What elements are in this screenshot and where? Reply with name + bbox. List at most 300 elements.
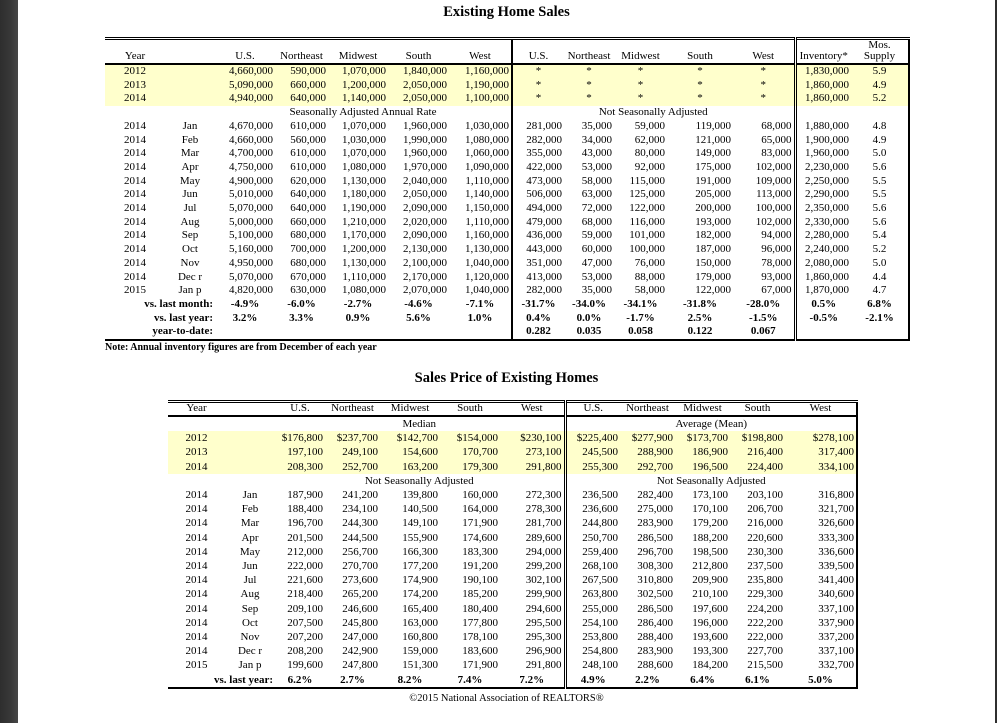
t1-body: [105, 64, 909, 340]
table-cell: 94,000: [761, 229, 792, 242]
table-cell: 182,000: [695, 229, 731, 242]
table-row: [168, 445, 857, 459]
table-cell: 286,500: [637, 531, 673, 544]
table-cell: *: [614, 64, 667, 79]
table-cell: 5,000,000: [229, 215, 273, 228]
table-cell: -31.8%: [683, 297, 717, 310]
table-cell: 286,500: [637, 602, 673, 615]
table-cell: 68,000: [581, 215, 612, 228]
table-cell: -4.9%: [230, 297, 260, 310]
table-cell: 273,100: [500, 445, 565, 459]
table-cell: $176,800: [275, 431, 325, 445]
table-cell: 247,800: [342, 659, 378, 672]
table-row: [168, 460, 857, 474]
table-cell: 317,400: [785, 445, 857, 459]
table-row: [168, 545, 857, 559]
table-cell: $230,100: [500, 431, 565, 445]
table-row: [105, 134, 909, 148]
table-cell: 2014: [168, 460, 225, 474]
table-cell: 177,800: [462, 616, 498, 629]
table-cell: 1,900,000: [795, 134, 851, 148]
table-cell: 5.6%: [406, 311, 431, 324]
table-cell: 53,000: [581, 160, 612, 173]
table-cell: *: [667, 92, 733, 106]
table-cell: 2014: [185, 616, 208, 629]
table-cell: 5.6: [872, 202, 887, 215]
table-cell: 620,000: [290, 174, 326, 187]
table-cell: 2014: [185, 545, 208, 558]
table-cell: 116,000: [629, 215, 665, 228]
table-cell: *: [512, 79, 564, 93]
table-row: [105, 325, 909, 340]
column-header-us-saar: U.S.: [235, 50, 255, 62]
table-cell: 171,900: [462, 517, 498, 530]
table-cell: 610,000: [290, 160, 326, 173]
table-cell: Mar: [180, 147, 200, 160]
table-cell: 273,600: [342, 574, 378, 587]
table-cell: 1,130,000: [465, 243, 509, 256]
table-cell: 80,000: [634, 147, 665, 160]
column-header-south-saar: South: [405, 50, 432, 62]
column-header-south-nsa: South: [687, 50, 713, 62]
table-cell: Jan p: [178, 284, 202, 297]
months-supply-line1: Mos.: [868, 39, 891, 51]
table-cell: 5,010,000: [229, 188, 273, 201]
sales-price-table-wrap: [168, 400, 858, 689]
table-cell: 222,000: [287, 560, 323, 573]
column-header-midwest-median: Midwest: [390, 402, 430, 414]
table-cell: 0.282: [512, 325, 564, 340]
column-header-midwest-nsa: Midwest: [621, 50, 660, 62]
table-cell: 2,020,000: [403, 215, 447, 228]
table-row: [105, 216, 909, 230]
table-cell: 174,600: [462, 531, 498, 544]
table-cell: 1,130,000: [342, 256, 386, 269]
table-cell: 200,000: [695, 202, 731, 215]
table-cell: 212,000: [287, 545, 323, 558]
table-cell: 109,000: [755, 174, 792, 187]
sales-report-title: Existing Home Sales: [443, 4, 570, 20]
table-cell: 1,080,000: [342, 160, 386, 173]
table-cell: -31.7%: [512, 298, 564, 312]
table-cell: 2,230,000: [795, 161, 851, 175]
months-supply-line2: Supply: [863, 50, 896, 62]
table-cell: 149,000: [695, 147, 731, 160]
table-cell: 8.2%: [397, 673, 423, 686]
table-cell: 332,700: [818, 659, 854, 672]
table-cell: 336,600: [818, 545, 854, 558]
table-cell: 2014: [105, 92, 165, 106]
table-cell: 187,900: [287, 489, 323, 502]
table-cell: 294,000: [525, 545, 562, 558]
table-cell: 339,500: [818, 560, 854, 573]
table-cell: 2014: [124, 133, 146, 146]
table-cell: Oct: [182, 243, 198, 256]
table-cell: 63,000: [581, 188, 612, 201]
table-cell: 191,200: [462, 560, 498, 573]
table-cell: 210,100: [692, 588, 728, 601]
table-row: [105, 257, 909, 271]
table-cell: 6.2%: [287, 673, 313, 686]
table-cell: 198,500: [692, 545, 728, 558]
table-cell: 193,600: [692, 631, 728, 644]
table-row: [105, 120, 909, 134]
table-cell: May: [239, 545, 261, 558]
table-cell: 230,300: [747, 545, 783, 558]
table-cell: 5.9: [851, 64, 909, 79]
table-cell: 190,100: [462, 574, 498, 587]
table-cell: 2014: [124, 229, 146, 242]
table-cell: 1,150,000: [465, 202, 509, 215]
table-cell: 179,000: [695, 270, 731, 283]
table-cell: 700,000: [290, 243, 326, 256]
table-cell: 227,700: [747, 645, 783, 658]
table-cell: 5,070,000: [229, 202, 273, 215]
table-cell: 321,700: [818, 503, 854, 516]
column-header-us-mean: U.S.: [565, 402, 620, 417]
table-cell: 43,000: [581, 147, 612, 160]
table-cell: 193,000: [695, 215, 731, 228]
table-cell: 93,000: [761, 270, 792, 283]
table-cell: 4.9: [851, 79, 909, 93]
table-cell: 245,800: [342, 616, 378, 629]
table-cell: 2,330,000: [795, 216, 851, 230]
table-cell: 197,100: [275, 445, 325, 459]
table-cell: 34,000: [581, 133, 612, 146]
t2-body: [168, 416, 857, 688]
column-header-midwest-mean: Midwest: [683, 402, 722, 414]
table-cell: 1,080,000: [342, 284, 386, 297]
table-cell: 199,600: [287, 659, 323, 672]
table-cell: 283,900: [637, 645, 673, 658]
table-cell: 252,700: [325, 460, 380, 474]
table-cell: 6.1%: [745, 673, 770, 686]
table-cell: 209,100: [287, 602, 323, 615]
table-cell: 2012: [105, 64, 165, 79]
table-cell: Median: [402, 418, 437, 430]
table-cell: 2,130,000: [403, 243, 447, 256]
table-cell: 35,000: [581, 119, 612, 132]
table-cell: 121,000: [695, 133, 731, 146]
table-cell: 188,200: [692, 531, 728, 544]
table-cell: 296,700: [637, 545, 673, 558]
table-cell: 83,000: [761, 147, 792, 160]
table-cell: 506,000: [512, 188, 564, 202]
table-cell: 288,600: [637, 659, 673, 672]
table-cell: [165, 92, 215, 106]
table-cell: 2013: [105, 79, 165, 93]
table-cell: Jun: [242, 560, 258, 573]
table-cell: *: [564, 79, 614, 93]
table-cell: 5.6: [872, 215, 887, 228]
table-row: [105, 79, 909, 93]
table-cell: 0.0%: [576, 311, 602, 324]
table-cell: 102,000: [755, 160, 792, 173]
table-cell: 2,170,000: [403, 270, 447, 283]
table-cell: 224,200: [747, 602, 783, 615]
table-row: [105, 161, 909, 175]
table-cell: 224,400: [730, 460, 785, 474]
table-cell: 59,000: [581, 229, 612, 242]
table-cell: $278,100: [785, 431, 857, 445]
column-header-months-supply: [851, 39, 909, 65]
table-cell: Feb: [181, 133, 199, 146]
table-cell: 1,210,000: [342, 215, 386, 228]
table-cell: 216,400: [730, 445, 785, 459]
table-cell: -0.5%: [795, 312, 851, 326]
column-header-northeast-median: Northeast: [331, 402, 374, 414]
table-cell: 125,000: [629, 188, 665, 201]
table-cell: 281,000: [512, 120, 564, 134]
table-cell: Nov: [180, 256, 200, 269]
table-cell: 58,000: [581, 174, 612, 187]
table-cell: 1,970,000: [403, 160, 447, 173]
table-cell: year-to-date:: [152, 325, 213, 338]
table-cell: 1,110,000: [465, 174, 509, 187]
column-header-month: [165, 39, 215, 65]
table-cell: 302,100: [525, 574, 562, 587]
table-cell: Oct: [242, 616, 258, 629]
table-row: [105, 271, 909, 285]
table-cell: -4.6%: [404, 297, 433, 310]
table-cell: 2014: [185, 517, 208, 530]
table-cell: 2014: [124, 215, 146, 228]
table-cell: *: [667, 64, 733, 79]
table-cell: 1,160,000: [449, 64, 512, 79]
table-cell: 174,200: [402, 588, 438, 601]
table-row: [168, 416, 857, 431]
table-cell: 100,000: [629, 243, 665, 256]
table-cell: 177,200: [402, 560, 438, 573]
table-cell: 4,900,000: [229, 174, 273, 187]
table-cell: 2,070,000: [403, 284, 447, 297]
table-cell: 100,000: [755, 202, 792, 215]
table-cell: 241,200: [342, 489, 378, 502]
column-header-northeast-mean: Northeast: [626, 402, 669, 414]
table-cell: 2014: [185, 503, 208, 516]
table-cell: 1,880,000: [795, 120, 851, 134]
table-cell: Jan p: [238, 659, 262, 672]
table-cell: 151,300: [402, 659, 438, 672]
table-cell: *: [733, 64, 795, 79]
table-cell: 2.2%: [635, 673, 660, 686]
table-cell: 76,000: [634, 256, 665, 269]
table-cell: 282,400: [637, 489, 673, 502]
table-cell: 234,100: [342, 503, 378, 516]
table-cell: 278,300: [525, 503, 562, 516]
table-cell: -34.0%: [572, 297, 606, 310]
table-cell: 5.2: [872, 243, 887, 256]
table-cell: *: [614, 79, 667, 93]
table-cell: 207,200: [287, 631, 323, 644]
table-cell: 494,000: [512, 202, 564, 216]
table-cell: 2015: [185, 659, 208, 672]
table-cell: 0.067: [750, 325, 776, 338]
table-cell: vs. last year:: [214, 673, 273, 686]
table-cell: Average (Mean): [565, 416, 857, 431]
table-cell: 316,800: [818, 489, 854, 502]
table-cell: 333,300: [818, 531, 854, 544]
table-cell: $225,400: [565, 431, 620, 445]
table-cell: 115,000: [629, 174, 665, 187]
table-cell: 1,040,000: [465, 256, 509, 269]
table-cell: 288,900: [620, 445, 675, 459]
table-cell: $237,700: [325, 431, 380, 445]
table-cell: 4.7: [872, 284, 887, 297]
table-row: [168, 630, 857, 644]
table-cell: 229,300: [747, 588, 783, 601]
table-cell: 222,000: [747, 631, 783, 644]
table-row: [168, 431, 857, 445]
column-header-northeast-nsa: Northeast: [567, 50, 611, 62]
table-cell: 1,030,000: [465, 119, 509, 132]
table-cell: 184,200: [692, 659, 728, 672]
table-cell: 2014: [185, 489, 208, 502]
table-cell: 2014: [185, 588, 208, 601]
table-cell: 560,000: [290, 133, 326, 146]
table-cell: 660,000: [275, 79, 328, 93]
table-cell: Apr: [181, 160, 199, 173]
table-cell: 1,160,000: [465, 229, 509, 242]
table-cell: 1,030,000: [342, 133, 386, 146]
table-cell: 254,800: [565, 644, 620, 658]
table-cell: $142,700: [380, 431, 440, 445]
table-cell: 244,300: [342, 517, 378, 530]
table-cell: $198,800: [730, 431, 785, 445]
table-cell: 1,190,000: [342, 202, 386, 215]
table-cell: 275,000: [637, 503, 673, 516]
table-cell: 308,300: [637, 560, 673, 573]
column-header-midwest-saar: Midwest: [338, 50, 378, 62]
table-cell: [168, 474, 275, 488]
table-cell: 0.5%: [795, 298, 851, 312]
table-cell: 1,170,000: [342, 229, 386, 242]
table-cell: 205,000: [695, 188, 731, 201]
table-cell: 203,100: [747, 489, 783, 502]
table-cell: 283,900: [637, 517, 673, 530]
table-cell: 208,300: [275, 460, 325, 474]
table-cell: 590,000: [275, 64, 328, 79]
table-cell: 247,000: [342, 631, 378, 644]
table-cell: 259,400: [565, 545, 620, 559]
table-cell: 255,000: [565, 602, 620, 616]
table-cell: -6.0%: [287, 297, 316, 310]
table-cell: 4.4: [872, 270, 887, 283]
table-cell: Sep: [241, 602, 259, 615]
table-cell: 4.8: [872, 119, 887, 132]
table-cell: 1,960,000: [795, 147, 851, 161]
table-cell: 2,080,000: [795, 257, 851, 271]
table-cell: 7.2%: [519, 673, 545, 686]
table-cell: 47,000: [581, 256, 612, 269]
table-cell: 341,400: [818, 574, 854, 587]
table-cell: 670,000: [290, 270, 326, 283]
table-cell: 65,000: [761, 133, 792, 146]
table-cell: 178,100: [462, 631, 498, 644]
table-cell: 164,000: [462, 503, 498, 516]
column-header-west-nsa: West: [752, 50, 775, 62]
table-cell: 2014: [124, 160, 146, 173]
table-cell: 295,300: [525, 631, 562, 644]
table-cell: 0.122: [687, 325, 713, 338]
table-cell: 246,600: [342, 602, 378, 615]
table-cell: -28.0%: [746, 297, 781, 310]
table-row: [168, 573, 857, 587]
table-cell: 179,200: [692, 517, 728, 530]
column-header-northeast-saar: Northeast: [280, 50, 323, 62]
table-cell: 5.2: [851, 92, 909, 106]
table-cell: 96,000: [761, 243, 792, 256]
table-cell: 5,160,000: [229, 243, 273, 256]
table-cell: 188,400: [287, 503, 323, 516]
table-cell: 2,240,000: [795, 243, 851, 257]
table-cell: Sep: [181, 229, 199, 242]
table-cell: 236,600: [565, 502, 620, 516]
table-cell: $277,900: [620, 431, 675, 445]
table-cell: 5.6: [872, 160, 887, 173]
table-cell: 1,990,000: [403, 133, 447, 146]
table-cell: 302,500: [637, 588, 673, 601]
table-cell: 159,000: [402, 645, 438, 658]
table-row: [105, 202, 909, 216]
table-cell: Aug: [240, 588, 260, 601]
table-cell: 1,070,000: [328, 64, 388, 79]
table-row: [168, 516, 857, 530]
table-cell: 249,100: [325, 445, 380, 459]
table-cell: 265,200: [342, 588, 378, 601]
table-cell: 5.4: [872, 229, 887, 242]
table-cell: 299,200: [525, 560, 562, 573]
sales-price-table: [168, 400, 858, 689]
table-cell: 4.9%: [565, 673, 620, 688]
table-cell: 0.058: [628, 325, 653, 338]
table-cell: 1,830,000: [795, 64, 851, 79]
column-header-us-median: U.S.: [290, 402, 310, 414]
price-report-title: Sales Price of Existing Homes: [414, 370, 599, 386]
table-cell: 2,050,000: [388, 79, 449, 93]
table-row: [168, 616, 857, 630]
table-cell: Dec r: [177, 270, 203, 283]
table-cell: 4.9: [872, 133, 887, 146]
table-cell: 160,000: [462, 489, 498, 502]
table-row: [105, 106, 909, 120]
table-cell: 1,870,000: [795, 284, 851, 298]
table-cell: 0.4%: [512, 312, 564, 326]
table-cell: *: [733, 79, 795, 93]
table-cell: 163,000: [402, 616, 438, 629]
table-cell: 62,000: [634, 133, 665, 146]
table-cell: -1.5%: [749, 311, 778, 324]
table-cell: 173,100: [692, 489, 728, 502]
table-cell: 183,600: [462, 645, 498, 658]
table-cell: vs. last month:: [144, 297, 213, 310]
table-cell: -7.1%: [465, 297, 495, 310]
existing-home-sales-table-wrap: [105, 37, 910, 341]
table-cell: 255,300: [565, 460, 620, 474]
table-cell: 166,300: [402, 545, 438, 558]
table-cell: *: [667, 79, 733, 93]
table-cell: Jul: [243, 574, 257, 587]
table-cell: 180,400: [462, 602, 498, 615]
table-cell: 244,500: [342, 531, 378, 544]
table-cell: 1,860,000: [795, 79, 851, 93]
table-cell: 206,700: [747, 503, 783, 516]
table-cell: 5.5: [872, 188, 887, 201]
table-cell: 2014: [185, 631, 208, 644]
table-cell: *: [733, 92, 795, 106]
table-cell: 295,500: [525, 616, 562, 629]
table-row: [168, 658, 857, 672]
